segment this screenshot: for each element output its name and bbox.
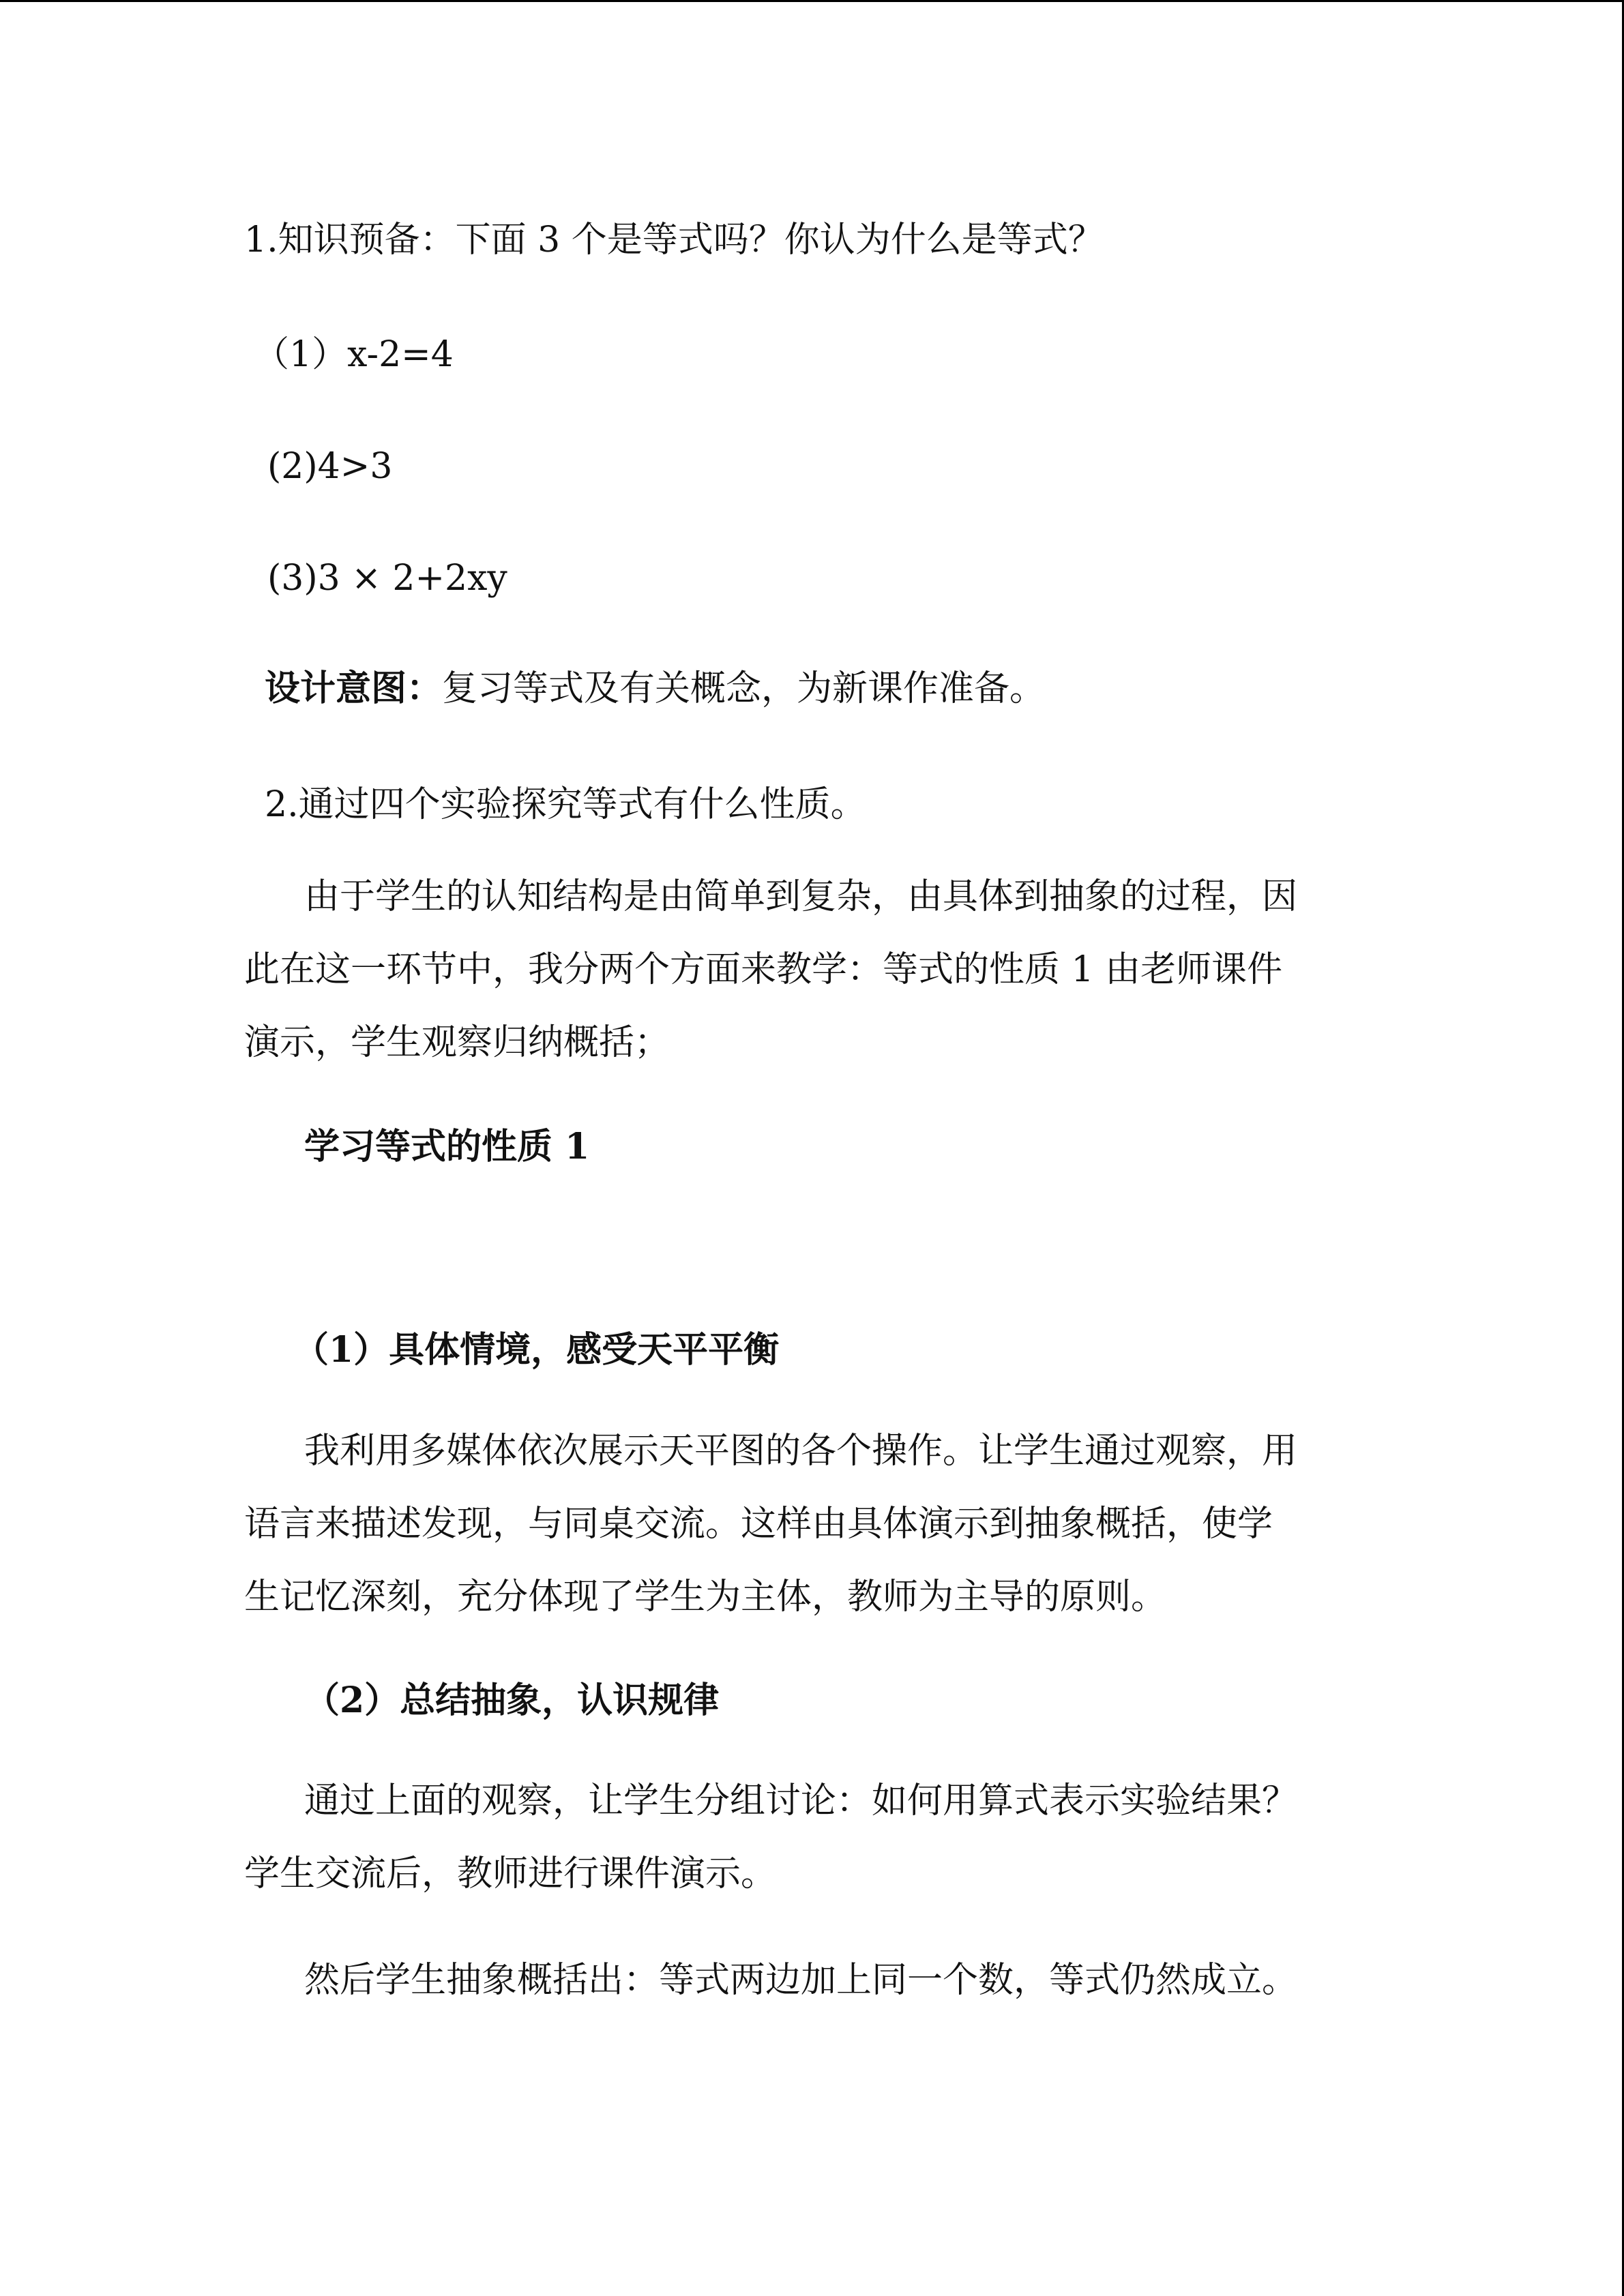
paragraph-3-line-2: 学生交流后，教师进行课件演示。 <box>244 1853 777 1894</box>
paragraph-1-line-2: 此在这一环节中，我分两个方面来教学：等式的性质 1 由老师课件 <box>244 949 1283 990</box>
paragraph-2-line-3: 生记忆深刻，充分体现了学生为主体，教师为主导的原则。 <box>244 1577 1167 1617</box>
paragraph-4: 然后学生抽象概括出：等式两边加上同一个数，等式仍然成立。 <box>304 1960 1298 2001</box>
heading-learn-property: 学习等式的性质 1 <box>304 1126 590 1167</box>
list-item-2: (2)4>3 <box>267 446 393 487</box>
paragraph-2 <box>244 1415 1297 1634</box>
design-intent-label: 设计意图： <box>265 668 443 709</box>
page-border-top <box>0 0 1624 2</box>
design-intent-text: 复习等式及有关概念，为新课作准备。 <box>442 668 1046 709</box>
paragraph-1-line-1: 由于学生的认知结构是由简单到复杂，由具体到抽象的过程，因 <box>304 876 1298 917</box>
subheading-1: （1）具体情境，感受天平平衡 <box>293 1329 780 1371</box>
paragraph-2-line-2: 语言来描述发现，与同桌交流。这样由具体演示到抽象概括，使学 <box>244 1504 1273 1545</box>
question-2: 2.通过四个实验探究等式有什么性质。 <box>265 784 866 825</box>
paragraph-2-line-1: 我利用多媒体依次展示天平图的各个操作。让学生通过观察，用 <box>304 1431 1298 1472</box>
paragraph-1-line-3: 演示，学生观察归纳概括； <box>244 1022 670 1063</box>
paragraph-1 <box>244 861 1297 1079</box>
question-1: 1.知识预备：下面 3 个是等式吗？你认为什么是等式？ <box>244 220 1104 260</box>
paragraph-3-line-1: 通过上面的观察，让学生分组讨论：如何用算式表示实验结果？ <box>304 1780 1298 1821</box>
list-item-3: (3)3 × 2+2xy <box>267 558 507 599</box>
subheading-2: （2）总结抽象，认识规律 <box>304 1680 720 1721</box>
list-item-1: （1）x-2=4 <box>254 334 454 375</box>
paragraph-3 <box>244 1765 1297 1911</box>
design-intent <box>265 667 1045 711</box>
